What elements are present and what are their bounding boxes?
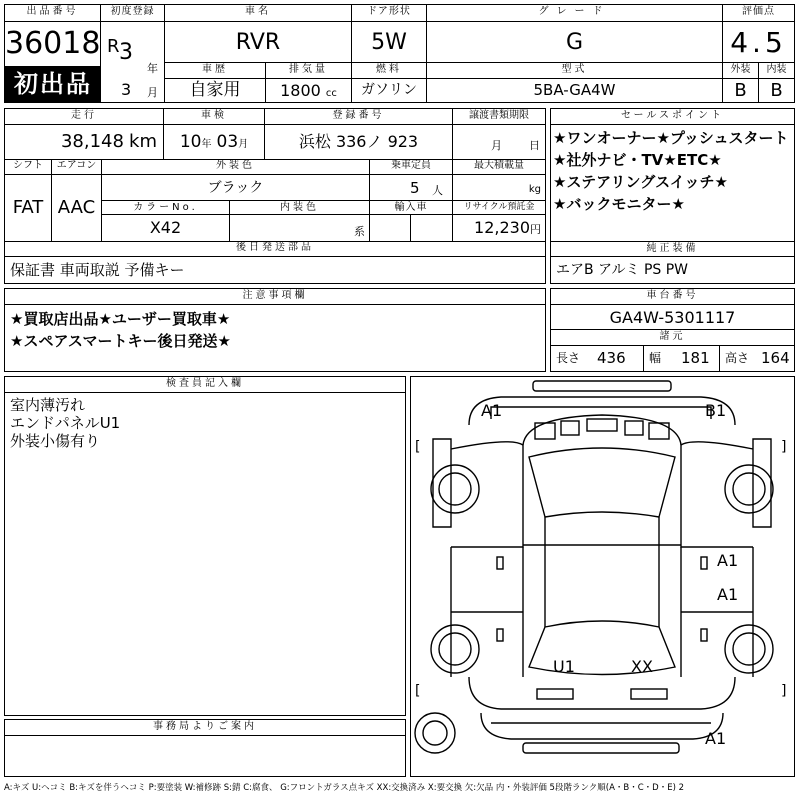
lot-label: 出品番号: [5, 5, 101, 22]
inspection-year-unit: 年: [201, 139, 212, 150]
interior-grade: B: [770, 80, 783, 101]
exterior-grade: B: [723, 79, 759, 102]
width-label: 幅: [649, 351, 662, 365]
inspector-line: 室内薄汚れ: [10, 396, 86, 414]
svg-text:[: [: [415, 439, 421, 455]
later-parts-value: 保証書 車両取説 予備キー: [10, 261, 185, 279]
score-label: 評価点: [723, 5, 794, 22]
first-time-badge: 初出品: [5, 66, 101, 102]
displacement-value: 1800: [280, 81, 321, 100]
reg-year-unit: 年: [147, 62, 158, 75]
sales-point: ★社外ナビ・TV★ETC★: [553, 151, 722, 169]
damage-mark: A1: [717, 551, 739, 570]
import-divider: [410, 215, 411, 241]
era: R: [107, 36, 120, 57]
spec-label: 諸元: [551, 330, 794, 346]
displacement-cell: [266, 79, 352, 102]
transfer-cell: [453, 125, 545, 159]
history-label: 車歴: [165, 63, 266, 79]
reg-month: 3: [121, 80, 132, 99]
mileage-label: 走行: [5, 109, 164, 125]
import-cell: [370, 215, 453, 241]
grade-label: グレード: [427, 5, 723, 22]
transfer-day-unit: 日: [529, 139, 540, 152]
recycle-label: リサイクル預託金: [453, 201, 545, 215]
sales-point: ★ステアリングスイッチ★: [553, 173, 728, 191]
damage-mark: B1: [705, 401, 727, 420]
svg-text:[: [: [415, 683, 421, 699]
equip-label: 純正装備: [551, 241, 794, 257]
capacity-unit: 人: [432, 184, 443, 197]
car-diagram: [410, 376, 795, 777]
import-label: 輸入車: [370, 201, 453, 215]
history-value: 自家用: [165, 79, 266, 102]
plate-value: 浜松 336ノ 923: [265, 125, 453, 159]
transfer-month-unit: 月: [491, 139, 502, 152]
first-reg-cell: [101, 22, 165, 102]
sales-points: [553, 127, 793, 239]
car-diagram-drawing: [411, 377, 794, 776]
recycle-value: 12,230: [474, 218, 530, 237]
shift-label: シフト: [5, 159, 52, 175]
load-unit: kg: [528, 184, 541, 195]
capacity-cell: [370, 175, 453, 201]
load-cell: [453, 175, 545, 201]
interior-grade-label: 内装: [759, 63, 794, 79]
recycle-cell: [453, 215, 545, 241]
sales-point: ★バックモニター★: [553, 195, 685, 213]
reg-year: 3: [119, 40, 133, 65]
exterior-grade-label: 外装: [723, 63, 759, 79]
equip-value: エアB アルミ PS PW: [556, 262, 689, 278]
capacity-label: 乗車定員: [370, 159, 453, 175]
fuel-label: 燃料: [352, 63, 427, 79]
svg-text:]: ]: [781, 439, 787, 455]
door-value: 5W: [352, 22, 427, 63]
spec-divider: [719, 346, 720, 371]
inspector-body: [10, 396, 400, 476]
ac-value: AAC: [52, 175, 102, 241]
interior-color-cell: [230, 215, 370, 241]
chassis-number: GA4W-5301117: [551, 305, 794, 330]
interior-color-unit: 系: [354, 225, 365, 238]
mileage-value: 38,148: [60, 131, 124, 152]
displacement-unit: cc: [325, 88, 337, 99]
legend: A:キズ U:ヘコミ B:キズを伴うヘコミ P:要塗装 W:補修跡 S:錆 C:腐食、 G:フロントガラス点キズ XX:交換済み X:要交換 欠:欠品 内・外装評価 5段階ランク順(A・B・C・D・E) 2: [4, 783, 685, 793]
inspection-label: 車検: [164, 109, 265, 125]
notes-label: 注意事項欄: [5, 289, 545, 305]
length-label: 長さ: [556, 351, 581, 365]
height-label: 高さ: [725, 351, 750, 365]
plate-label: 登録番号: [265, 109, 453, 125]
color-label: 外装色: [102, 159, 370, 175]
interior-color-label: 内装色: [230, 201, 370, 215]
note-line: ★買取店出品★ユーザー買取車★: [10, 310, 231, 328]
later-parts-label: 後日発送部品: [5, 241, 545, 257]
color-no-label: カラーNo.: [102, 201, 230, 215]
sales-label: セールスポイント: [551, 109, 794, 125]
inspection-year: 10: [179, 132, 202, 152]
inspector-line: エンドパネルU1: [10, 414, 121, 432]
note-line: ★スペアスマートキー後日発送★: [10, 332, 231, 350]
svg-text:]: ]: [781, 683, 787, 699]
inspection-month-unit: 月: [238, 139, 249, 150]
sales-point: ★ワンオーナー★プッシュスタート: [553, 129, 789, 147]
first-reg-label: 初度登録: [101, 5, 165, 22]
damage-mark: A1: [717, 585, 739, 604]
car-name: RVR: [165, 22, 352, 63]
damage-mark: XX: [631, 657, 653, 676]
spec-row: [551, 346, 794, 371]
damage-mark: A1: [481, 401, 503, 420]
color-value: ブラック: [102, 175, 370, 201]
office-label: 事務局よりご案内: [5, 720, 405, 736]
shift-value: FAT: [5, 175, 52, 241]
model-value: 5BA-GA4W: [427, 79, 723, 102]
chassis-label: 車台番号: [551, 289, 794, 305]
fuel-value: ガソリン: [352, 79, 427, 102]
inspection-cell: [164, 125, 265, 159]
inspector-label: 検査員記入欄: [5, 377, 405, 393]
lot-number: 36018: [5, 22, 101, 66]
model-label: 型式: [427, 63, 723, 79]
damage-mark: A1: [705, 729, 727, 748]
height-value: 164: [761, 349, 790, 367]
spec-divider: [643, 346, 644, 371]
recycle-unit: 円: [530, 223, 541, 236]
width-value: 181: [681, 349, 710, 367]
load-label: 最大積載量: [453, 159, 545, 175]
mileage-unit: km: [129, 131, 157, 152]
grade-value: G: [427, 22, 723, 63]
car-name-label: 車名: [165, 5, 352, 22]
mileage-cell: [5, 125, 164, 159]
color-no-value: X42: [102, 215, 230, 241]
ac-label: エアコン: [52, 159, 102, 175]
inspector-line: 外装小傷有り: [10, 432, 101, 450]
transfer-label: 譲渡書類期限: [453, 109, 545, 125]
notes-body: [10, 308, 540, 368]
inspection-month: 03: [216, 132, 239, 152]
score-value: 4.5: [723, 22, 794, 63]
damage-mark: U1: [553, 657, 575, 676]
reg-month-unit: 月: [147, 86, 158, 99]
length-value: 436: [597, 349, 626, 367]
door-label: ドア形状: [352, 5, 427, 22]
capacity-value: 5: [410, 179, 420, 197]
displacement-label: 排気量: [266, 63, 352, 79]
